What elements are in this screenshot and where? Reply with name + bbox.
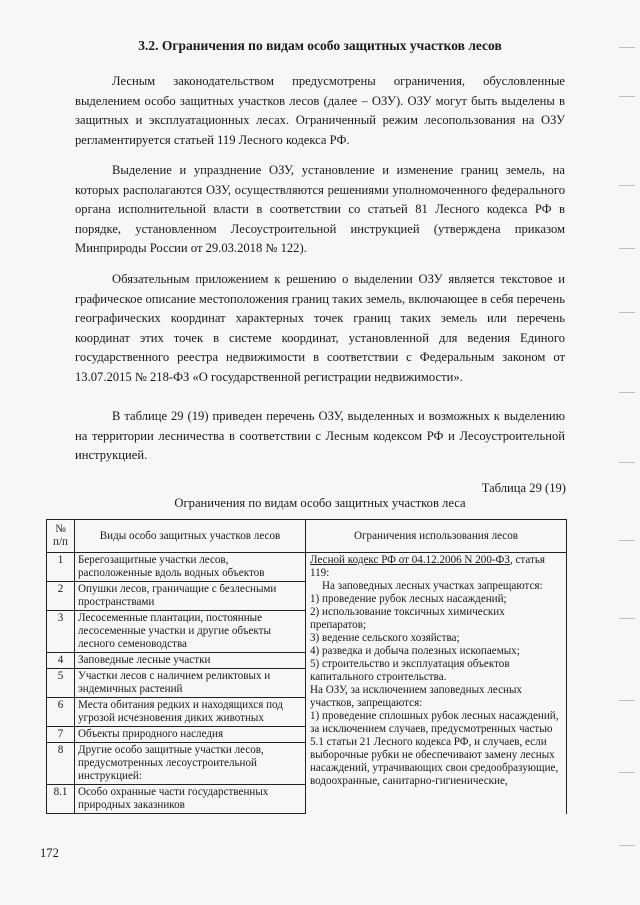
scan-edge-mark [619,618,635,619]
page-number: 172 [40,846,59,860]
row-type: Места обитания редких и находящихся под угрозой исчезновения диких животных [75,698,306,727]
law-reference-link[interactable]: Лесной кодекс РФ от 04.12.2006 N 200-ФЗ [310,554,510,566]
row-type: Другие особо защитные участки лесов, предусмотренных лесоустроительной инструкцией: [75,743,306,785]
table-header-row [47,520,567,553]
restriction-item: 3) ведение сельского хозяйства; [310,632,460,644]
law-reference-suffix: , статья 119: [310,554,545,579]
restriction-item: 2) использование токсичных химических препаратов; [310,606,505,631]
restrictions-table [46,519,567,814]
restrictions-cell [306,553,567,814]
row-type: Опушки лесов, граничащие с безлесными пространствами [75,582,306,611]
row-type: Лесосеменные плантации, постоянные лесосеменные участки и другие объекты лесного семеноводства [75,611,306,653]
row-type: Берегозащитные участки лесов, расположенные вдоль водных объектов [75,553,306,582]
row-number: 8.1 [47,785,75,814]
row-number: 1 [47,553,75,582]
ozu-item: 1) проведение сплошных рубок лесных насаждений, за исключением случаев, предусмотренных частью 5.1 статьи 21 Лесного кодекса РФ, и случаев, если выборочные рубки не обеспечивают замену лесных насаждений, утрачивающих свои средообразующие, водоохранные, санитарно-гигиенические, [310,710,559,787]
scan-edge-mark [619,392,635,393]
scan-edge-mark [619,845,635,846]
paragraph-1: Лесным законодательством предусмотрены ограничения, обусловленные выделением особо защитных участков лесов (далее – ОЗУ). ОЗУ могут быть выделены в защитных и эксплуатационных лесах. Ограниченный режим лесопользования на ОЗУ регламентируется статьей 119 Лесного кодекса РФ. [75,74,565,147]
law-reference [310,554,562,580]
table-title: Ограничения по видам особо защитных участков леса [174,496,466,510]
table-row [47,553,567,582]
restriction-item: 4) разведка и добыча полезных ископаемых; [310,645,520,657]
scan-edge-mark [619,772,635,773]
header-restrictions: Ограничения использования лесов [306,520,567,553]
section-heading: 3.2. Ограничения по видам особо защитных участков лесов [138,38,502,53]
row-number: 6 [47,698,75,727]
row-number: 7 [47,727,75,743]
scan-edge-mark [619,96,635,97]
paragraph-4: В таблице 29 (19) приведен перечень ОЗУ, выделенных и возможных к выделению на территории лесничества в соответствии с Лесным кодексом РФ и Лесоустроительной инструкцией. [75,409,565,463]
paragraph-3: Обязательным приложением к решению о выделении ОЗУ является текстовое и графическое описание местоположения границ таких земель, включающее в себя перечень географических координат характерных точек границ таких земель или перечень координат этих точек в системе координат, установленной для ведения Единого государственного реестра недвижимости в соответствии с Федеральным законом от 13.07.2015 № 218-ФЗ «О государственной регистрации недвижимости». [75,272,565,384]
header-number: № п/п [47,520,75,553]
ozu-intro: На ОЗУ, за исключением заповедных лесных участков, запрещаются: [310,684,522,709]
row-number: 4 [47,653,75,669]
row-number: 8 [47,743,75,785]
restriction-item: 5) строительство и эксплуатация объектов капитального строительства. [310,658,510,683]
paragraph-2: Выделение и упразднение ОЗУ, установление и изменение границ земель, на которых располагаются ОЗУ, осуществляются решениями уполномоченного федерального органа исполнительной власти в соответствии со статьей 81 Лесного кодекса РФ в порядке, установленном Лесоустроительной инструкцией (утверждена приказом Минприроды России от 29.03.2018 № 122). [75,163,565,256]
row-number: 5 [47,669,75,698]
restrictions-intro: На заповедных лесных участках запрещаются: [322,580,543,592]
scan-edge-mark [619,540,635,541]
table-number: Таблица 29 (19) [481,481,566,495]
scan-edge-mark [619,462,635,463]
row-number: 3 [47,611,75,653]
scan-edge-mark [619,248,635,249]
row-type: Заповедные лесные участки [75,653,306,669]
header-type: Виды особо защитных участков лесов [75,520,306,553]
scan-edge-mark [619,312,635,313]
scan-edge-mark [619,700,635,701]
row-number: 2 [47,582,75,611]
scan-edge-mark [619,185,635,186]
row-type: Объекты природного наследия [75,727,306,743]
restriction-item: 1) проведение рубок лесных насаждений; [310,593,507,605]
scan-edge-mark [619,47,635,48]
row-type: Особо охранные части государственных природных заказников [75,785,306,814]
row-type: Участки лесов с наличием реликтовых и эндемичных растений [75,669,306,698]
